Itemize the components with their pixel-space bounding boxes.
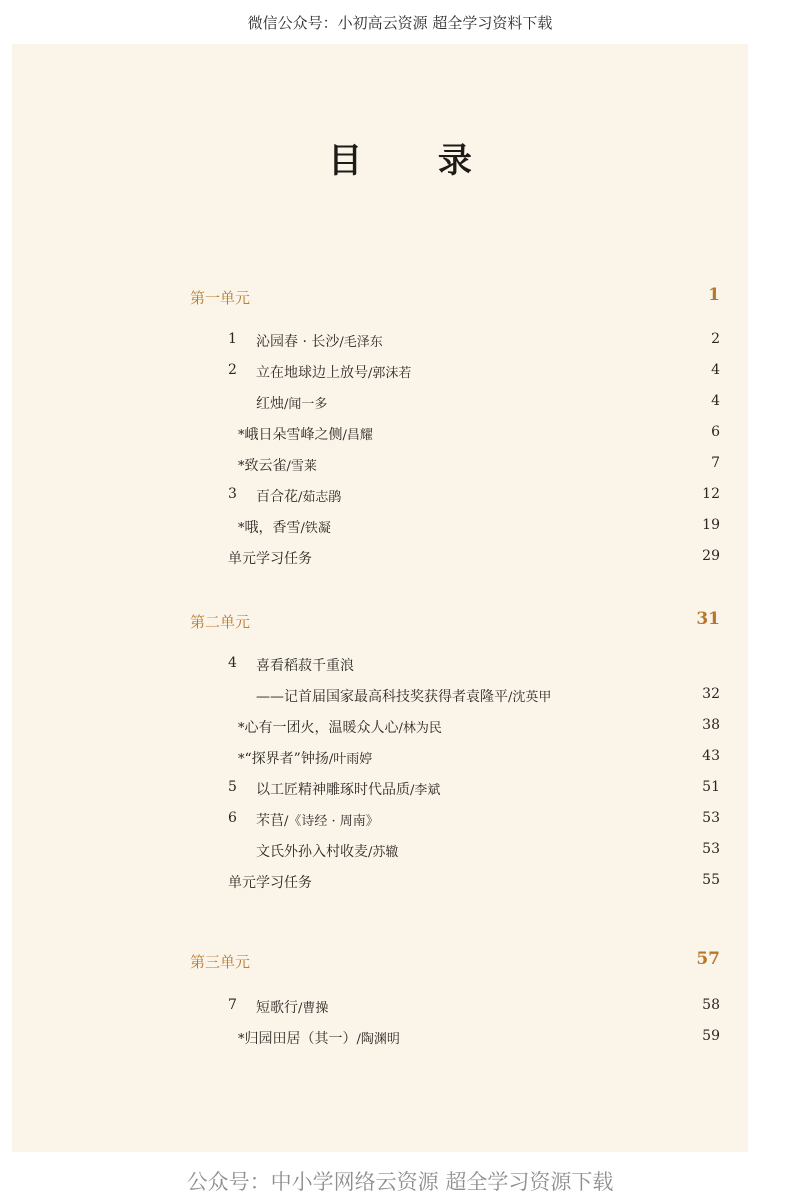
entry-label [256, 486, 341, 506]
entry-title: 百合花 [256, 489, 298, 505]
entry-page: 4 [711, 393, 720, 409]
unit-header-3 [190, 951, 720, 981]
toc-entry[interactable] [228, 997, 720, 1023]
entry-label [238, 748, 372, 768]
unit-header-1 [190, 287, 720, 317]
entry-number: 6 [228, 810, 237, 826]
entry-author: /茹志鹃 [298, 490, 342, 505]
unit-name: 第三单元 [190, 953, 251, 971]
entry-label [256, 686, 551, 706]
entry-label [238, 455, 317, 475]
entry-page: 29 [702, 548, 720, 564]
entry-number: 2 [228, 362, 237, 378]
toc-entry[interactable] [228, 655, 720, 681]
book-page [12, 44, 748, 1152]
optional-star: * [238, 521, 245, 536]
entry-author: /昌耀 [342, 428, 373, 443]
unit-page-number: 31 [696, 609, 720, 629]
optional-star: * [238, 752, 245, 767]
entry-label [256, 779, 440, 799]
entry-title: 沁园春 · 长沙 [256, 334, 340, 350]
entry-author: /苏辙 [368, 845, 399, 860]
unit-name: 第二单元 [190, 613, 251, 631]
toc-entry-unit-task[interactable] [228, 548, 720, 574]
toc-entry[interactable] [228, 1028, 720, 1054]
toc-entry[interactable] [228, 841, 720, 867]
entry-page: 51 [702, 779, 720, 795]
entry-number: 4 [228, 655, 237, 671]
entry-author: /陶渊明 [356, 1032, 400, 1047]
entry-page: 55 [702, 872, 720, 888]
toc-entry[interactable] [228, 331, 720, 357]
entry-author: /郭沫若 [368, 366, 412, 381]
entry-label [256, 997, 328, 1017]
entry-subtitle: ——记首届国家最高科技奖获得者袁隆平 [256, 689, 508, 705]
unit-name: 第一单元 [190, 289, 251, 307]
entry-label [256, 362, 411, 382]
toc-entry[interactable] [228, 362, 720, 388]
toc-entry[interactable] [228, 393, 720, 419]
entry-title: 心有一团火，温暖众人心 [244, 720, 399, 736]
entry-label [256, 393, 327, 413]
entry-page: 7 [711, 455, 720, 471]
entry-page: 38 [702, 717, 720, 733]
entry-title: 峨日朵雪峰之侧 [244, 427, 343, 443]
entry-title: 以工匠精神雕琢时代品质 [256, 782, 410, 798]
optional-star: * [238, 721, 245, 736]
toc-entry[interactable] [228, 748, 720, 774]
entry-author: /林为民 [398, 721, 442, 736]
entry-page: 59 [702, 1028, 720, 1044]
entry-page: 53 [702, 810, 720, 826]
entry-label [238, 1028, 400, 1048]
entry-label [256, 331, 383, 351]
unit-header-2 [190, 611, 720, 641]
entry-title: 短歌行 [256, 1000, 298, 1016]
entry-page: 53 [702, 841, 720, 857]
toc-entry[interactable] [228, 717, 720, 743]
entry-author: /李斌 [410, 783, 441, 798]
entry-title: 单元学习任务 [228, 551, 312, 567]
entry-page: 6 [711, 424, 720, 440]
entry-title: 喜看稻菽千重浪 [256, 658, 354, 674]
entry-page: 2 [711, 331, 720, 347]
entry-title: 文氏外孙入村收麦 [256, 844, 368, 860]
entry-page: 58 [702, 997, 720, 1013]
page-title: 目 录 [328, 141, 504, 181]
entry-title: “探界者”钟扬 [244, 751, 329, 767]
entry-label [238, 717, 442, 737]
entry-page: 4 [711, 362, 720, 378]
entry-number: 1 [228, 331, 237, 347]
entry-label [256, 810, 379, 830]
entry-page: 43 [702, 748, 720, 764]
entry-page: 19 [702, 517, 720, 533]
entry-author: /叶雨婷 [328, 752, 373, 767]
entry-author: /《诗经 · 周南》 [284, 814, 379, 829]
entry-author: /雪莱 [286, 459, 317, 474]
unit-page-number: 57 [696, 949, 720, 969]
entry-title: 致云雀 [244, 458, 287, 474]
entry-label [256, 841, 398, 861]
toc-entry[interactable] [228, 517, 720, 543]
entry-title: 归园田居（其一） [244, 1031, 357, 1047]
entry-author: /闻一多 [284, 397, 328, 412]
entry-page: 32 [702, 686, 720, 702]
optional-star: * [238, 459, 245, 474]
entry-label [256, 655, 354, 675]
entry-author: /铁凝 [300, 521, 331, 536]
toc-entry-unit-task[interactable] [228, 872, 720, 898]
entry-number: 3 [228, 486, 237, 502]
toc-entry[interactable] [228, 455, 720, 481]
entry-title: 哦，香雪 [244, 520, 301, 536]
toc-entry[interactable] [228, 486, 720, 512]
entry-label [238, 517, 331, 537]
entry-title: 红烛 [256, 396, 284, 412]
entry-title: 立在地球边上放号 [256, 365, 368, 381]
bottom-watermark: 公众号：中小学网络云资源 超全学习资源下载 [186, 1170, 614, 1194]
entry-author: /沈英甲 [508, 690, 552, 705]
entry-page: 12 [702, 486, 720, 502]
entry-author: /毛泽东 [339, 335, 383, 350]
entry-label [238, 424, 373, 444]
entry-number: 7 [228, 997, 237, 1013]
optional-star: * [238, 428, 245, 443]
toc-entry[interactable] [228, 779, 720, 805]
unit-page-number: 1 [708, 285, 720, 305]
optional-star: * [238, 1032, 245, 1047]
entry-number: 5 [228, 779, 237, 795]
entry-title: 单元学习任务 [228, 875, 312, 891]
top-watermark: 微信公众号：小初高云资源 超全学习资料下载 [247, 14, 553, 32]
entry-title: 芣苢 [256, 813, 284, 829]
entry-author: /曹操 [298, 1001, 329, 1016]
toc-entry[interactable] [228, 424, 720, 450]
toc-entry[interactable] [228, 686, 720, 712]
toc-entry[interactable] [228, 810, 720, 836]
